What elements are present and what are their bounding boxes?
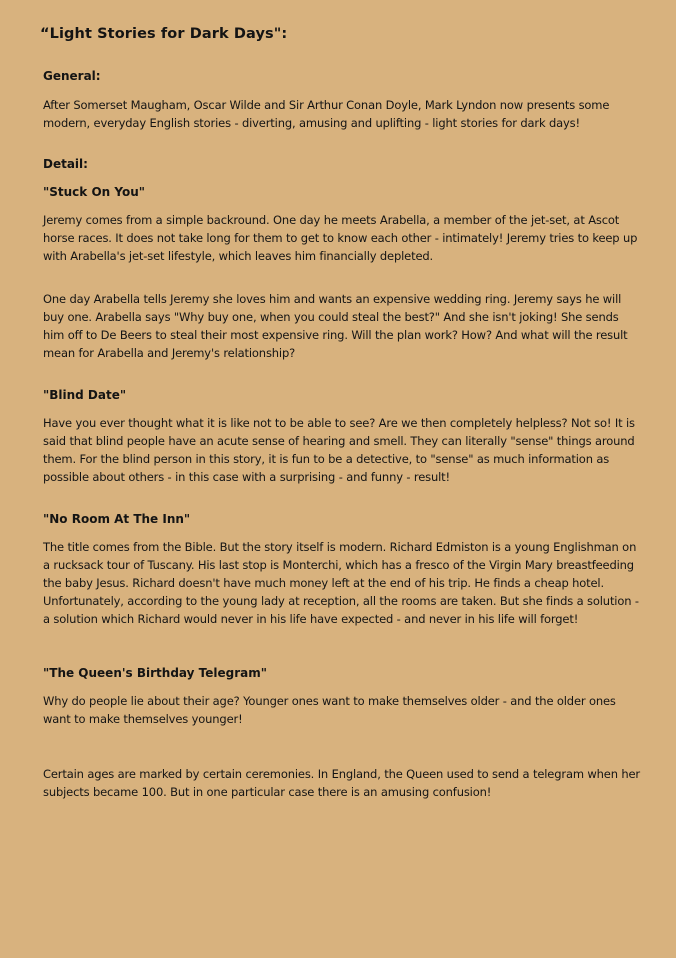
general-heading: General: (43, 69, 101, 83)
story-paragraph: Why do people lie about their age? Younger ones want to make themselves older - and the older ones want to make themselves younger! (43, 694, 616, 726)
general-paragraph: After Somerset Maugham, Oscar Wilde and Sir Arthur Conan Doyle, Mark Lyndon now presents some modern, everyday English stories - diverting, amusing and uplifting - light stories for dark days! (43, 98, 610, 130)
story-title-stuck-on-you: "Stuck On You" (43, 185, 145, 199)
story-title-queens-birthday-telegram: "The Queen's Birthday Telegram" (43, 666, 267, 680)
story-paragraph: One day Arabella tells Jeremy she loves him and wants an expensive wedding ring. Jeremy says he will buy one. Arabella says "Why buy one, when you could steal the best?" And she isn't joking! She sends him off to De Beers to steal their most expensive ring. Will the plan work? How? And what will the result mean for Arabella and Jeremy's relationship? (43, 292, 628, 360)
story-paragraph: Jeremy comes from a simple backround. One day he meets Arabella, a member of the jet-set, at Ascot horse races. It does not take long for them to get to know each other - intimately! Jeremy tries to keep up with Arabella's jet-set lifestyle, which leaves him financially depleted. (43, 213, 638, 263)
story-title-blind-date: "Blind Date" (43, 388, 127, 402)
story-paragraph: Certain ages are marked by certain ceremonies. In England, the Queen used to send a telegram when her subjects became 100. But in one particular case there is an amusing confusion! (43, 767, 641, 799)
detail-heading: Detail: (43, 157, 88, 171)
story-title-no-room-at-the-inn: "No Room At The Inn" (43, 512, 191, 526)
story-paragraph: The title comes from the Bible. But the story itself is modern. Richard Edmiston is a young Englishman on a rucksack tour of Tuscany. His last stop is Monterchi, which has a fresco of the Virgin Mary breastfeeding the baby Jesus. Richard doesn't have much money left at the end of his trip. He finds a cheap hotel. Unfortunately, according to the young lady at reception, all the rooms are taken. But she finds a solution - a solution which Richard would never in his life have expected - and never in his life will forget! (43, 540, 639, 626)
document-title: “Light Stories for Dark Days": (40, 26, 288, 42)
story-paragraph: Have you ever thought what it is like not to be able to see? Are we then completely helpless? Not so! It is said that blind people have an acute sense of hearing and smell. They can literally "sense" things around them. For the blind person in this story, it is fun to be a detective, to "sense" as much information as possible about others - in this case with a surprising - and funny - result! (43, 416, 635, 484)
